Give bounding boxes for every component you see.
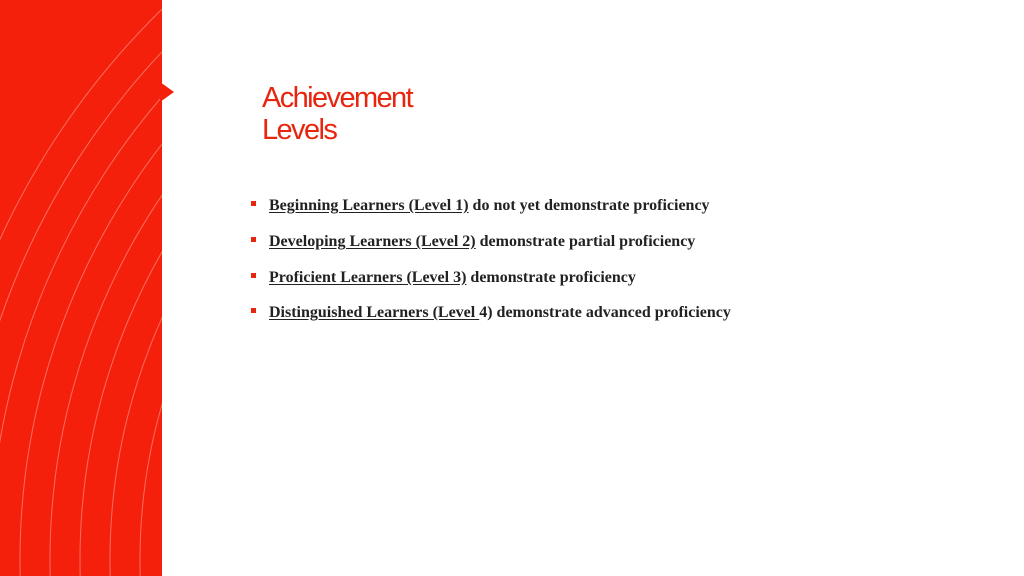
bullet-marker-icon — [251, 273, 256, 278]
level-3-description: demonstrate proficiency — [466, 269, 636, 286]
list-item-level-4 — [250, 301, 770, 325]
bullet-marker-icon — [251, 201, 256, 206]
bullet-marker-icon — [251, 308, 256, 313]
slide-title-line-1: Achievement — [262, 82, 413, 114]
achievement-levels-list — [250, 194, 770, 337]
level-1-label: Beginning Learners (Level 1) — [269, 197, 469, 214]
list-item-level-1 — [250, 194, 770, 218]
slide-title-line-2: Levels — [262, 114, 337, 146]
level-1-description: do not yet demonstrate proficiency — [468, 197, 710, 214]
decorative-side-panel — [0, 0, 162, 576]
decorative-arcs — [0, 0, 162, 576]
bullet-marker-icon — [251, 237, 256, 242]
level-3-label: Proficient Learners (Level 3) — [269, 269, 467, 286]
slide-title — [262, 82, 412, 146]
level-4-description: 4) demonstrate advanced proficiency — [479, 304, 731, 321]
list-item-level-2 — [250, 230, 770, 254]
level-2-description: demonstrate partial proficiency — [475, 233, 696, 250]
list-item-level-3 — [250, 266, 770, 290]
panel-arrow-pointer — [160, 82, 174, 102]
level-2-label: Developing Learners (Level 2) — [269, 233, 476, 250]
level-4-label: Distinguished Learners (Level — [269, 304, 480, 321]
